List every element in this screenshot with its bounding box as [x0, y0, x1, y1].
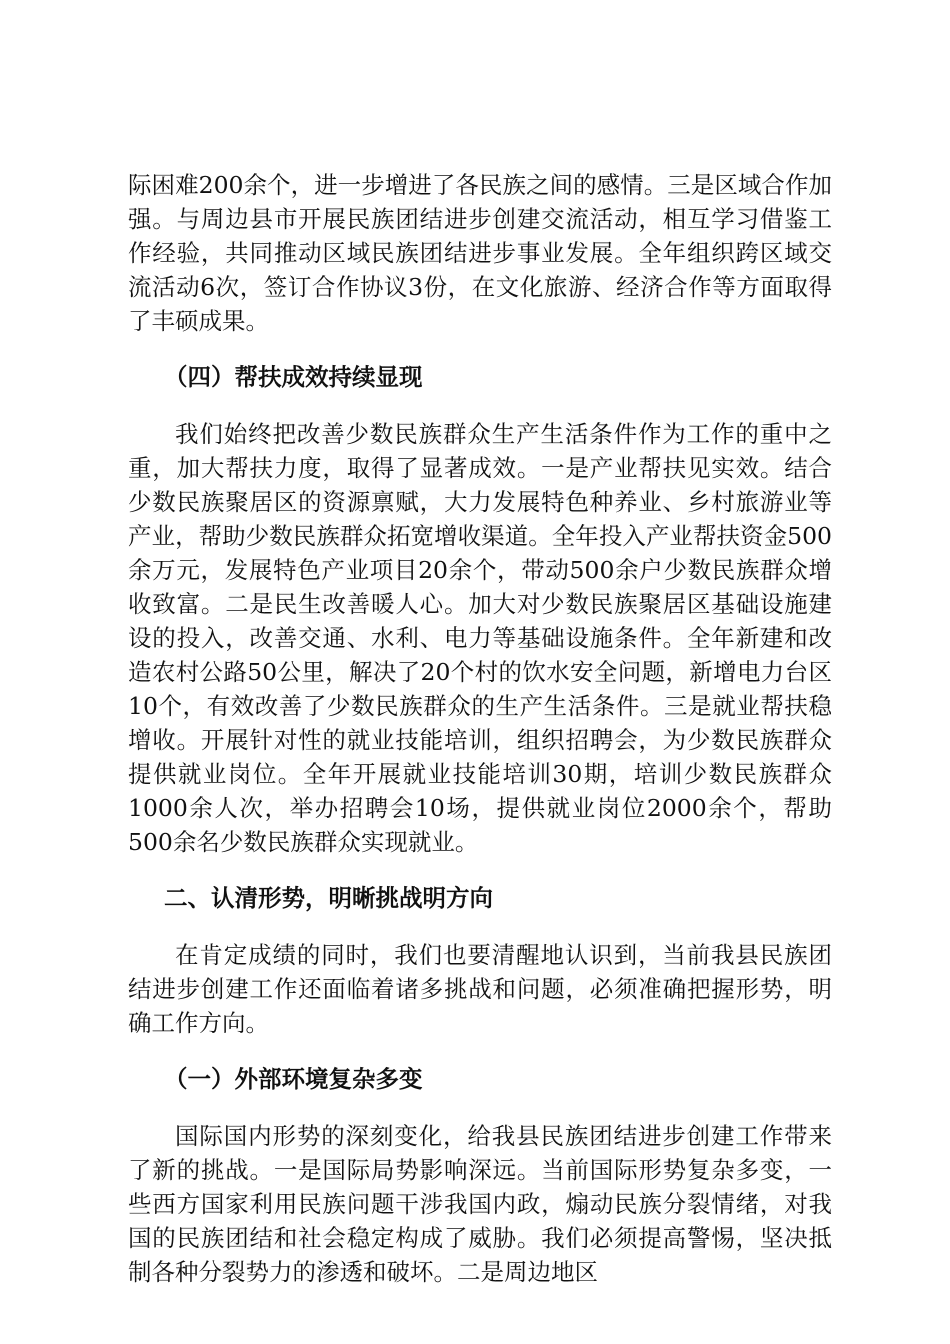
paragraph-assistance: 我们始终把改善少数民族群众生产生活条件作为工作的重中之重，加大帮扶力度，取得了显著成效。一是产业帮扶见实效。结合少数民族聚居区的资源禀赋，大力发展特色种养业、乡村旅游业等产业，帮助少数民族群众拓宽增收渠道。全年投入产业帮扶资金500余万元，发展特色产业项目20余个，带动500余户少数民族群众增收致富。二是民生改善暖人心。加大对少数民族聚居区基础设施建设的投入，改善交通、水利、电力等基础设施条件。全年新建和改造农村公路50公里，解决了20个村的饮水安全问题，新增电力台区10个，有效改善了少数民族群众的生产生活条件。三是就业帮扶稳增收。开展针对性的就业技能培训，组织招聘会，为少数民族群众提供就业岗位。全年开展就业技能培训30期，培训少数民族群众1000余人次，举办招聘会10场，提供就业岗位2000余个，帮助500余名少数民族群众实现就业。 — [128, 420, 832, 856]
paragraph-external-environment: 国际国内形势的深刻变化，给我县民族团结进步创建工作带来了新的挑战。一是国际局势影响深远。当前国际形势复杂多变，一些西方国家利用民族问题干涉我国内政，煽动民族分裂情绪，对我国的民族团结和社会稳定构成了威胁。我们必须提高警惕，坚决抵制各种分裂势力的渗透和破坏。二是周边地区 — [128, 1122, 832, 1286]
section-heading-assistance: （四）帮扶成效持续显现 — [164, 363, 423, 391]
paragraph-regional-cooperation: 际困难200余个，进一步增进了各民族之间的感情。三是区域合作加强。与周边县市开展民族团结进步创建交流活动，相互学习借鉴工作经验，共同推动区域民族团结进步事业发展。全年组织跨区域交流活动6次，签订合作协议3份，在文化旅游、经济合作等方面取得了丰硕成果。 — [128, 171, 832, 335]
section-heading-situation: 二、认清形势，明晰挑战明方向 — [164, 884, 493, 912]
document-page — [128, 168, 832, 1289]
section-heading-external-environment: （一）外部环境复杂多变 — [164, 1065, 423, 1093]
paragraph-situation-intro: 在肯定成绩的同时，我们也要清醒地认识到，当前我县民族团结进步创建工作还面临着诸多挑战和问题，必须准确把握形势，明确工作方向。 — [128, 941, 832, 1037]
